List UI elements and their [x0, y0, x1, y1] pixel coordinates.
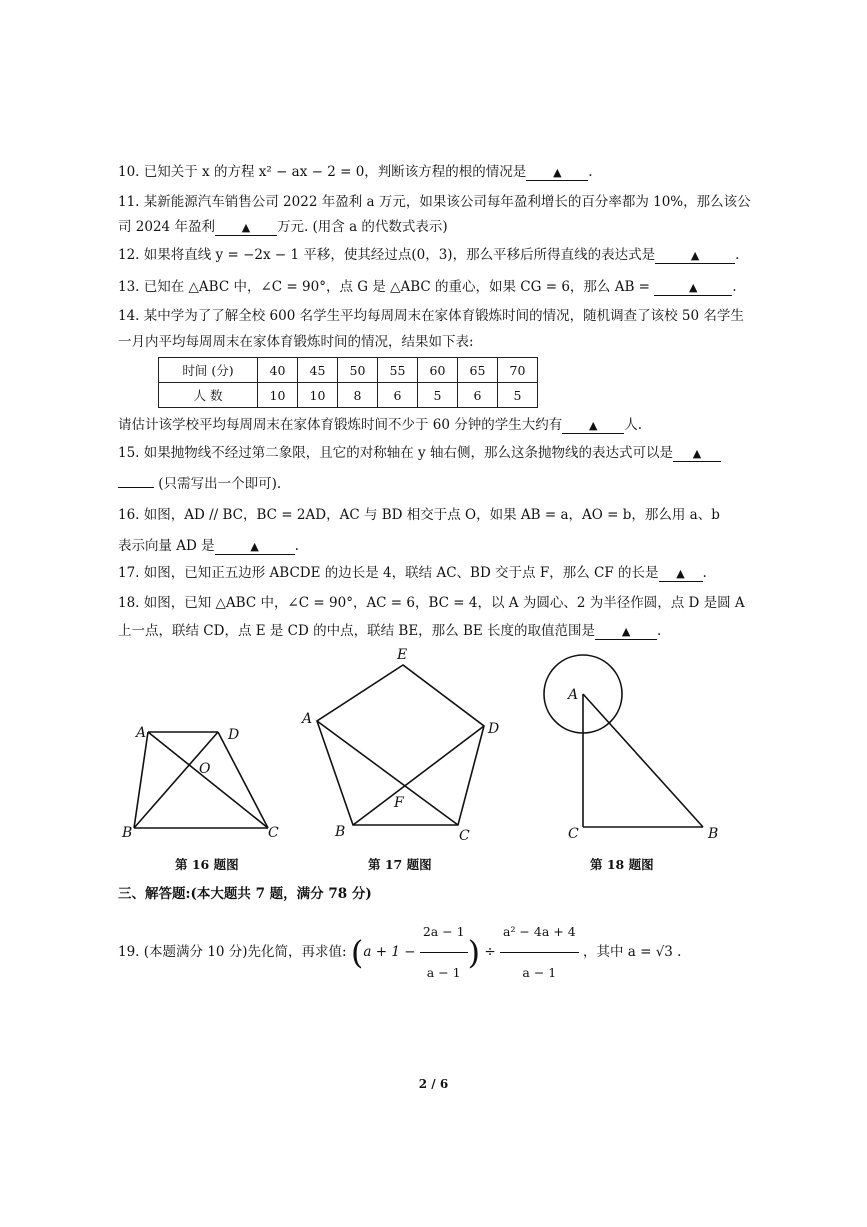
- table-cell: 60: [418, 358, 458, 383]
- question-18-line2: 上一点，联结 CD，点 E 是 CD 的中点，联结 BE，那么 BE 长度的取值范围是 ▲ .: [118, 623, 662, 639]
- right-paren: ): [467, 933, 481, 972]
- table-cell: 8: [338, 383, 378, 408]
- table-cell: 40: [258, 358, 298, 383]
- answer-blank-13[interactable]: ▲: [654, 280, 732, 296]
- left-paren: (: [350, 933, 364, 972]
- table-cell: 65: [458, 358, 498, 383]
- question-16-line1: 16. 如图，AD // BC，BC = 2AD，AC 与 BD 相交于点 O，如果 AB = a，AO = b，那么用 a、b: [118, 507, 720, 523]
- label-o: O: [199, 761, 211, 777]
- table-header: 时间 (分): [159, 358, 258, 383]
- label-b: B: [335, 824, 346, 840]
- label-a: A: [302, 711, 313, 727]
- table-cell: 10: [298, 383, 338, 408]
- question-12: 12. 如果将直线 y = −2x − 1 平移，使其经过点(0，3)，那么平移后所得直线的表达式是 ▲ .: [118, 247, 740, 263]
- table-cell: 6: [378, 383, 418, 408]
- question-14-line3: 请估计该学校平均每周周末在家体育锻炼时间不少于 60 分钟的学生大约有 ▲ 人.: [118, 417, 643, 433]
- segment-dc: [218, 732, 268, 828]
- question-19: 19. (本题满分 10 分)先化简，再求值: (a + 1 − $\frac{2a - 1}{a - 1}$ ) ÷ $\frac{\text{a² − 4a + 4}}{a - 1}$ ，其中 a = √3 .: [118, 912, 681, 956]
- segment-ac: [317, 721, 458, 825]
- label-a: A: [568, 687, 579, 703]
- segment-ac: [148, 732, 268, 828]
- label-c: C: [459, 828, 470, 844]
- label-d: D: [488, 721, 500, 737]
- answer-blank-15-cont[interactable]: [118, 472, 154, 488]
- question-16-line2: 表示向量 AD 是 ▲ .: [118, 538, 299, 554]
- table-header: 人 数: [159, 383, 258, 408]
- fraction-1: $\frac{2a - 1}{a - 1}$: [420, 912, 468, 993]
- answer-blank-16[interactable]: ▲: [215, 539, 295, 555]
- table-cell: 45: [298, 358, 338, 383]
- table-cell: 10: [258, 383, 298, 408]
- label-f: F: [394, 795, 404, 811]
- exercise-time-table: [158, 357, 538, 408]
- label-b: B: [122, 825, 133, 841]
- figure-16-trapezoid: [120, 715, 290, 845]
- question-15-line2: (只需写出一个即可).: [118, 472, 281, 493]
- question-18-line1: 18. 如图，已知 △ABC 中，∠C = 90°，AC = 6，BC = 4，以 A 为圆心、2 为半径作圆，点 D 是圆 A: [118, 595, 745, 611]
- answer-blank-15[interactable]: ▲: [673, 446, 721, 462]
- answer-blank-12[interactable]: ▲: [655, 248, 735, 264]
- caption-figure-17: 第 17 题图: [368, 857, 432, 872]
- caption-figure-16: 第 16 题图: [175, 857, 239, 872]
- question-11-line1: 11. 某新能源汽车销售公司 2022 年盈利 a 万元，如果该公司每年盈利增长的百分率都为 10%，那么该公: [118, 194, 751, 210]
- label-b: B: [708, 826, 719, 842]
- label-c: C: [268, 825, 279, 841]
- question-14-line1: 14. 某中学为了了解全校 600 名学生平均每周周末在家体育锻炼时间的情况，随机调查了该校 50 名学生: [118, 308, 744, 324]
- table-row-count: [159, 383, 538, 408]
- label-e: E: [397, 647, 408, 663]
- question-11-line2: 司 2024 年盈利 ▲ 万元. (用含 a 的代数式表示): [118, 219, 448, 235]
- table-cell: 50: [338, 358, 378, 383]
- segment-ab: [583, 694, 703, 827]
- table-cell: 5: [498, 383, 538, 408]
- figure-18-triangle-circle: [535, 650, 735, 850]
- label-d: D: [228, 727, 240, 743]
- answer-blank-11[interactable]: ▲: [215, 220, 277, 236]
- page-number: 2 / 6: [418, 1077, 449, 1091]
- table-cell: 70: [498, 358, 538, 383]
- fraction-2: $\frac{\text{a² − 4a + 4}}{a - 1}$: [500, 912, 579, 993]
- answer-blank-10[interactable]: ▲: [526, 165, 588, 181]
- section-heading: 三、解答题:(本大题共 7 题，满分 78 分): [118, 886, 372, 902]
- question-14-line2: 一月内平均每周周末在家体育锻炼时间的情况，结果如下表:: [118, 334, 474, 350]
- table-cell: 55: [378, 358, 418, 383]
- figure-17-pentagon: [298, 645, 513, 845]
- question-15-line1: 15. 如果抛物线不经过第二象限，且它的对称轴在 y 轴右侧，那么这条抛物线的表达式可以是 ▲: [118, 444, 721, 462]
- question-17: 17. 如图，已知正五边形 ABCDE 的边长是 4，联结 AC、BD 交于点 F，那么 CF 的长是 ▲ .: [118, 565, 707, 581]
- answer-blank-14[interactable]: ▲: [562, 418, 624, 434]
- segment-bd: [353, 726, 484, 825]
- label-c: C: [568, 826, 579, 842]
- label-a: A: [136, 725, 147, 741]
- table-cell: 5: [418, 383, 458, 408]
- table-cell: 6: [458, 383, 498, 408]
- question-10: 10. 已知关于 x 的方程 x² − ax − 2 = 0，判断该方程的根的情况是 ▲ .: [118, 164, 593, 180]
- table-row-time: [159, 358, 538, 383]
- question-13: 13. 已知在 △ABC 中，∠C = 90°，点 G 是 △ABC 的重心，如果 CG = 6，那么 AB = ▲ .: [118, 279, 737, 295]
- answer-blank-18[interactable]: ▲: [595, 624, 657, 640]
- answer-blank-17[interactable]: ▲: [659, 566, 703, 582]
- caption-figure-18: 第 18 题图: [590, 857, 654, 872]
